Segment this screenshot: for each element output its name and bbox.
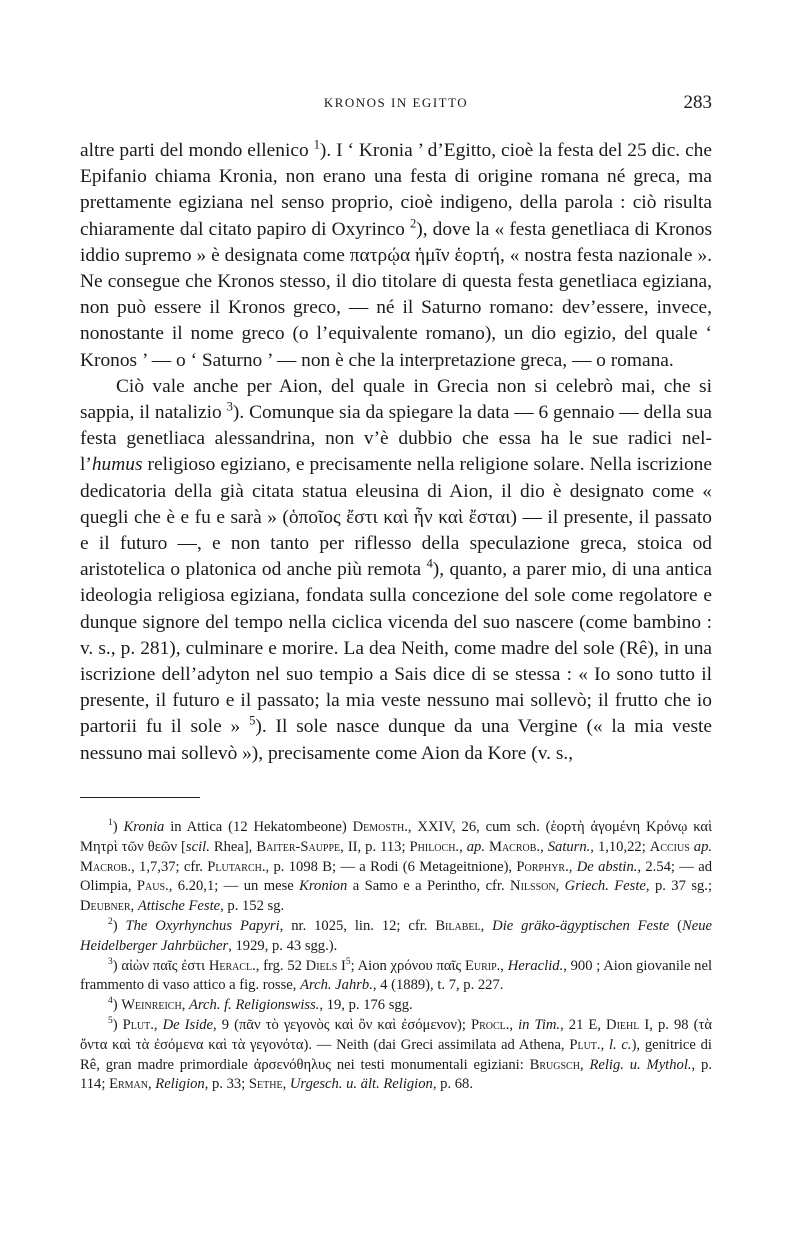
text-run: Ciò vale anche per Aion, del quale in Grecia non si celebrò mai, che si sappia, il natalizio: [80, 375, 712, 424]
italic-text: l. c.: [608, 1036, 632, 1053]
text-run: ). Comunque sia da spiegare la data — 6 gennaio — della sua festa genetliaca alessandrina, non v’è dubbio che essa ha le sue radici nel-l’: [80, 402, 712, 476]
author-name: Eurip.: [464, 957, 501, 974]
italic-text: Die gräko-ägyptischen Feste: [492, 917, 670, 934]
author-name: Baiter-Sauppe: [256, 838, 341, 855]
text-run: religioso egiziano, e precisamente nella religione solare. Nella iscrizione dedicatoria della già citata statua eleusina di Aion, il dio è designato come « quegli che è e fu e sarà » (ὁποῖος ἔστι καὶ ἦν καὶ ἔσται) — il presente, il passato e il futuro —, e non tanto per riflesso della speculazione greca, stoica od aristotelica o platonica od anche più remota: [80, 454, 712, 581]
text-run: ): [112, 1016, 123, 1033]
text-run: ), dove la « festa genetliaca di Kronos iddio supremo » è designata come πατρῴα ἡμῖν ἑορτή, « nostra festa nazionale ». Ne consegue che Kronos stesso, il dio titolare di questa festa genetliaca egiziana, non può essere il Kronos greco, — né il Saturno romano: dev’essere, invece, nonostante il nome greco (o l’equivalente romano), un dio egizio, del quale ‘ Kronos ’ — o ‘ Saturno ’ — non è che la interpretazione greca, — o romana.: [80, 218, 712, 371]
italic-text: ap.: [466, 838, 485, 855]
text-run: ), genitrice di Rê, gran madre primordiale ἀρσενόθηλυς nei testi monumentali egiziani:: [80, 1036, 712, 1073]
author-name: Erman: [109, 1076, 148, 1093]
text-run: , 900 ; Aion giovanile nel frammento di vaso attico a fig. rosse,: [80, 957, 712, 994]
text-run: a Samo e a Perintho, cfr.: [347, 878, 511, 895]
author-name: Macrob.: [80, 858, 132, 875]
author-name: Bilabel: [435, 917, 481, 934]
text-run: ,: [509, 1016, 519, 1033]
text-run: Rhea],: [209, 838, 257, 855]
text-run: , frg. 52: [255, 957, 306, 974]
author-name: Demosth.: [352, 819, 408, 835]
author-name: Diehl: [606, 1016, 640, 1033]
text-run: ), quanto, a parer mio, di una antica ideologia religiosa egiziana, fondata sulla concezione del sole come regolatore e dunque signore del tempo nella ciclica vicenda del suo nascere (come bambino : v. s., p. 281), culminare e morire. La dea Neith, come madre del sole (Rê), in una iscrizione dell’adyton nel suo tempio a Sais dice di se stessa : « Io sono tutto il presente, il futuro e il passato; la mia veste nessuno mai sollevò; il frutto che io partorii fu il sole »: [80, 559, 712, 738]
italic-text: in Tim.: [518, 1016, 561, 1033]
author-name: Plutarch.: [207, 858, 266, 875]
text-run: , 4 (1889), t. 7, p. 227.: [372, 977, 504, 994]
italic-text: De abstin.: [576, 858, 638, 875]
author-name: Accius: [649, 838, 690, 855]
italic-text: Heraclid.: [507, 957, 564, 974]
footnotes: [80, 818, 712, 1095]
italic-text: ap.: [693, 838, 713, 855]
author-name: Philoch.: [409, 838, 460, 855]
italic-text: humus: [91, 454, 143, 476]
text-run: , 1929, p. 43 sgg.).: [228, 937, 338, 954]
italic-text: Relig. u. Mythol.: [589, 1056, 692, 1073]
text-run: , nr. 1025, lin. 12; cfr.: [279, 917, 436, 934]
note-ref: 4: [426, 556, 433, 571]
paragraph: [80, 374, 712, 767]
text-run: ,: [153, 1016, 163, 1033]
footnote: [80, 818, 712, 917]
author-name: Plut.: [569, 1036, 601, 1053]
text-run: , 21 E,: [560, 1016, 607, 1033]
note-ref: 2: [409, 216, 417, 231]
italic-text: scil.: [185, 838, 210, 855]
author-name: Heracl.: [208, 957, 256, 974]
text-run: I: [337, 957, 346, 974]
author-name: Weinreich: [121, 997, 182, 1014]
text-run: ). I ‘ Kronia ’ d’Egitto, cioè la festa del 25 dic. che Epifanio chiama Kronia, non erano una festa di origine romana né greca, ma prettamente egiziana nel senso proprio, cioè indigeno, della parola : ciò risulta chiaramente dal citato papiro di Oxyrinco: [80, 140, 712, 240]
italic-text: Saturn.: [547, 838, 591, 855]
text-run: ): [112, 819, 124, 835]
note-ref: 2: [108, 917, 113, 928]
author-name: Nilsson: [510, 878, 556, 895]
text-run: , II, p. 113;: [340, 838, 410, 855]
text-run: , 1,7,37; cfr.: [131, 858, 208, 875]
italic-text: Arch. Jahrb.: [300, 977, 373, 994]
note-ref: 5: [345, 956, 351, 967]
text-run: , 9 (πᾶν τὸ γεγονὸς καὶ ὂν καὶ ἐσόμενον);: [213, 1016, 471, 1033]
note-ref: 4: [108, 996, 113, 1007]
text-run: ,: [568, 858, 577, 875]
text-run: ). Il sole nasce dunque da una Vergine (« la mia veste nessuno mai sollevò »), precisamente come Aion da Kore (v. s.,: [80, 716, 712, 764]
running-title: KRONOS IN EGITTO: [323, 95, 469, 110]
italic-text: Religion: [155, 1076, 205, 1093]
text-run: , 1,10,22;: [590, 838, 650, 855]
running-head: [80, 92, 712, 114]
author-name: Porphyr.: [516, 858, 569, 875]
text-run: in Attica (12 Hekatombeone): [164, 819, 353, 835]
author-name: Sethe: [248, 1076, 283, 1093]
author-name: Macrob.: [488, 838, 541, 855]
author-name: Diels: [305, 957, 338, 974]
italic-text: Arch. f. Religionswiss.: [189, 997, 320, 1014]
text-run: ): [112, 917, 126, 934]
text-run: I, p. 98 (τὰ ὄντα καὶ τὰ ἐσόμενα καὶ τὰ γεγονότα). — Neith (dai Greci assimilata ad Athena,: [80, 1016, 712, 1053]
author-name: Plut.: [122, 1016, 154, 1033]
author-name: Brugsch: [529, 1056, 580, 1073]
text-run: altre parti del mondo ellenico: [80, 140, 314, 161]
text-run: , 19, p. 176 sgg.: [319, 997, 413, 1014]
italic-text: De Iside: [162, 1016, 214, 1033]
text-run: ,: [480, 917, 493, 934]
text-run: ,: [500, 957, 508, 974]
text-run: , p. 37 sg.;: [645, 878, 713, 895]
text-run: ; Aion χρόνου παῖς: [350, 957, 465, 974]
note-ref: 1: [108, 818, 113, 829]
text-run: ,: [579, 1056, 590, 1073]
text-run: , p. 33;: [204, 1076, 249, 1093]
italic-text: Kronion: [299, 878, 348, 895]
text-run: , p. 1098 B; — a Rodi (6 Metageitnione),: [265, 858, 517, 875]
note-ref: 1: [313, 137, 320, 152]
footnote: [80, 917, 712, 957]
text-run: , p. 68.: [432, 1076, 473, 1093]
text-run: ,: [600, 1036, 609, 1053]
italic-text: Attische Feste: [137, 898, 221, 915]
text-run: ,: [459, 838, 467, 855]
text-run: ,: [282, 1076, 290, 1093]
text-run: ,: [181, 997, 189, 1014]
text-run: ): [112, 997, 122, 1014]
footnote: [80, 1016, 712, 1095]
footnote-divider: [80, 797, 200, 798]
italic-text: Kronia: [123, 819, 165, 835]
author-name: Deubner: [80, 898, 131, 915]
text-run: , 6.20,1; — un mese: [168, 878, 300, 895]
paragraph: [80, 138, 712, 374]
italic-text: The Oxyrhynchus Papyri: [125, 917, 280, 934]
text-run: ,: [540, 838, 548, 855]
footnote: [80, 996, 712, 1016]
text-run: (: [669, 917, 683, 934]
footnote: [80, 957, 712, 997]
main-text: [80, 138, 712, 767]
text-run: , XXIV, 26, cum sch. (ἑορτὴ ἀγομένη Κρόνῳ καὶ Μητρὶ τῶν θεῶν [: [80, 819, 712, 855]
italic-text: Urgesch. u. ält. Religion: [289, 1076, 433, 1093]
author-name: Paus.: [136, 878, 169, 895]
text-run: ,: [130, 898, 138, 915]
text-run: , p. 152 sg.: [220, 898, 285, 915]
note-ref: 3: [226, 399, 233, 414]
text-run: ,: [147, 1076, 156, 1093]
text-run: , p. 114;: [80, 1056, 712, 1093]
note-ref: 5: [249, 714, 256, 728]
text-run: ) αἰὼν παῖς ἐστι: [112, 957, 209, 974]
note-ref: 5: [108, 1016, 113, 1027]
text-run: , 2.54; — ad Olimpia,: [80, 858, 712, 895]
note-ref: 3: [108, 956, 113, 967]
italic-text: Neue Heidelberger Jahrbücher: [80, 917, 713, 954]
text-run: ,: [555, 878, 565, 895]
italic-text: Griech. Feste: [564, 878, 646, 895]
page-number: 283: [683, 92, 712, 113]
author-name: Procl.: [470, 1016, 510, 1033]
